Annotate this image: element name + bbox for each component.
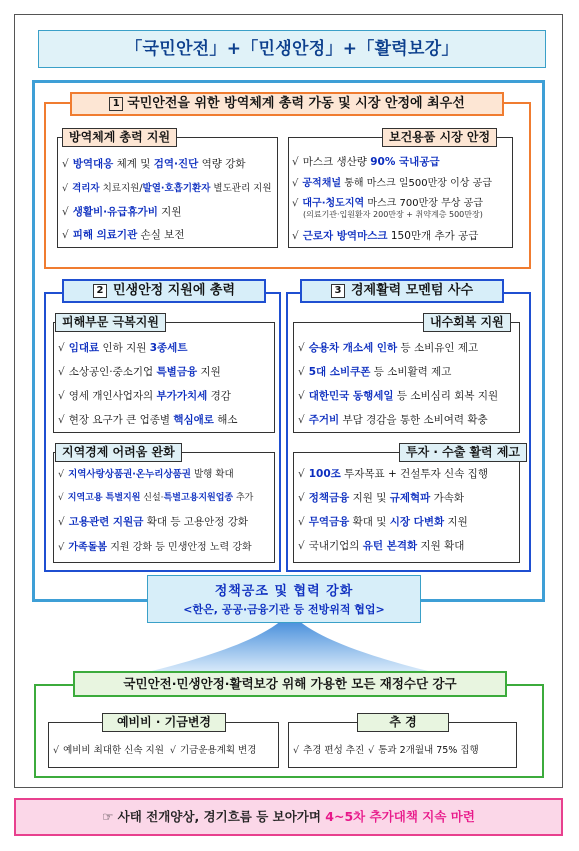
health-supplies-head: 보건용품 시장 안정 <box>382 128 497 147</box>
list-item: √ 마스크 생산량 90% 국내공급 <box>292 156 440 168</box>
list-item: √ 무역금융 확대 및 시장 다변화 지원 <box>298 516 468 528</box>
list-item: √ 승용차 개소세 인하 등 소비유인 제고 <box>298 342 479 354</box>
list-item: √ 지역고용 특별지원 신설·특별고용지원업종 추가 <box>58 493 254 503</box>
section1-title <box>70 92 504 116</box>
investment-export-head: 투자 · 수출 활력 제고 <box>399 443 527 462</box>
list-item: √ 지역사랑상품권·온누리상품권 발행 확대 <box>58 469 234 480</box>
policy-subtitle: <한은, 공공·금융기관 등 전방위적 협업> <box>183 603 385 616</box>
list-item: √ 대한민국 동행세일 등 소비심리 회복 지원 <box>298 390 499 402</box>
policy-coordination-box <box>147 575 421 623</box>
list-item: √ 근로자 방역마스크 150만개 추가 공급 <box>292 230 479 242</box>
damage-recovery-head: 피해부문 극복지원 <box>55 313 166 332</box>
list-item: √ 100조 투자목표 + 건설투자 신속 집행 <box>298 468 488 480</box>
section2-title-text: 민생안정 지원에 총력 <box>112 283 236 298</box>
policy-title: 정책공조 및 협력 강화 <box>214 584 354 599</box>
list-item: √ 주거비 부담 경감을 통한 소비여력 확충 <box>298 414 488 426</box>
list-item: √ 격리자 치료지원/발열·호흡기환자 별도관리 지원 <box>62 183 272 194</box>
list-item: √ 공적채널 통해 마스크 일500만장 이상 공급 <box>292 178 492 189</box>
reserve-fund-head: 예비비 · 기금변경 <box>102 713 226 732</box>
pointing-hand-icon: ☞ <box>102 809 114 824</box>
list-item: √ 영세 개인사업자의 부가가치세 경감 <box>58 390 231 402</box>
list-item: √ 방역대응 체계 및 검역·진단 역량 강화 <box>62 158 246 170</box>
section3-title <box>300 279 504 303</box>
banner-text: 사태 전개양상, 경기흐름 등 보아가며 <box>113 809 326 824</box>
list-item: √ 추경 편성 추진 √ 통과 2개월내 75% 집행 <box>293 745 479 756</box>
domestic-demand-head: 내수회복 지원 <box>423 313 511 332</box>
list-item: √ 고용관련 지원금 확대 등 고용안정 강화 <box>58 516 248 528</box>
list-item: √ 가족돌봄 지원 강화 등 민생안정 노력 강화 <box>58 542 252 553</box>
section3-title-text: 경제활력 모멘텀 사수 <box>350 283 474 298</box>
list-item: √ 대구·청도지역 마스크 700만장 무상 공급 <box>292 198 483 209</box>
section2-number: 2 <box>93 284 107 298</box>
section1-number: 1 <box>109 97 123 111</box>
banner-highlight: 4~5차 추가대책 지속 마련 <box>325 809 475 824</box>
supplementary-budget-head: 추 경 <box>357 713 449 732</box>
list-item: √ 피해 의료기관 손실 보전 <box>62 229 185 241</box>
list-item: √ 생활비·유급휴가비 지원 <box>62 206 182 218</box>
finance-title: 국민안전·민생안정·활력보강 위해 가용한 모든 재정수단 강구 <box>73 671 507 697</box>
list-item: √ 정책금융 지원 및 규제혁파 가속화 <box>298 492 465 504</box>
list-item: √ 소상공인·중소기업 특별금융 지원 <box>58 366 221 378</box>
page-title: 「국민안전」+「민생안정」+「활력보강」 <box>38 30 546 68</box>
mask-note: (의료기관·입원환자 200만장 + 취약계층 500만장) <box>303 210 483 219</box>
list-item: √ 5대 소비쿠폰 등 소비활력 제고 <box>298 366 452 378</box>
quarantine-support-head: 방역체계 총력 지원 <box>62 128 177 147</box>
follow-up-banner <box>14 798 563 836</box>
section1-title-text: 국민안전을 위한 방역체계 총력 가동 및 시장 안정에 최우선 <box>127 96 465 111</box>
section3-number: 3 <box>331 284 345 298</box>
regional-economy-head: 지역경제 어려움 완화 <box>55 443 182 462</box>
section2-title <box>62 279 266 303</box>
list-item: √ 예비비 최대한 신속 지원 √ 기금운용계획 변경 <box>53 745 257 756</box>
list-item: √ 임대료 인하 지원 3종세트 <box>58 342 188 354</box>
list-item: √ 국내기업의 유턴 본격화 지원 확대 <box>298 540 465 552</box>
list-item: √ 현장 요구가 큰 업종별 핵심애로 해소 <box>58 414 238 426</box>
